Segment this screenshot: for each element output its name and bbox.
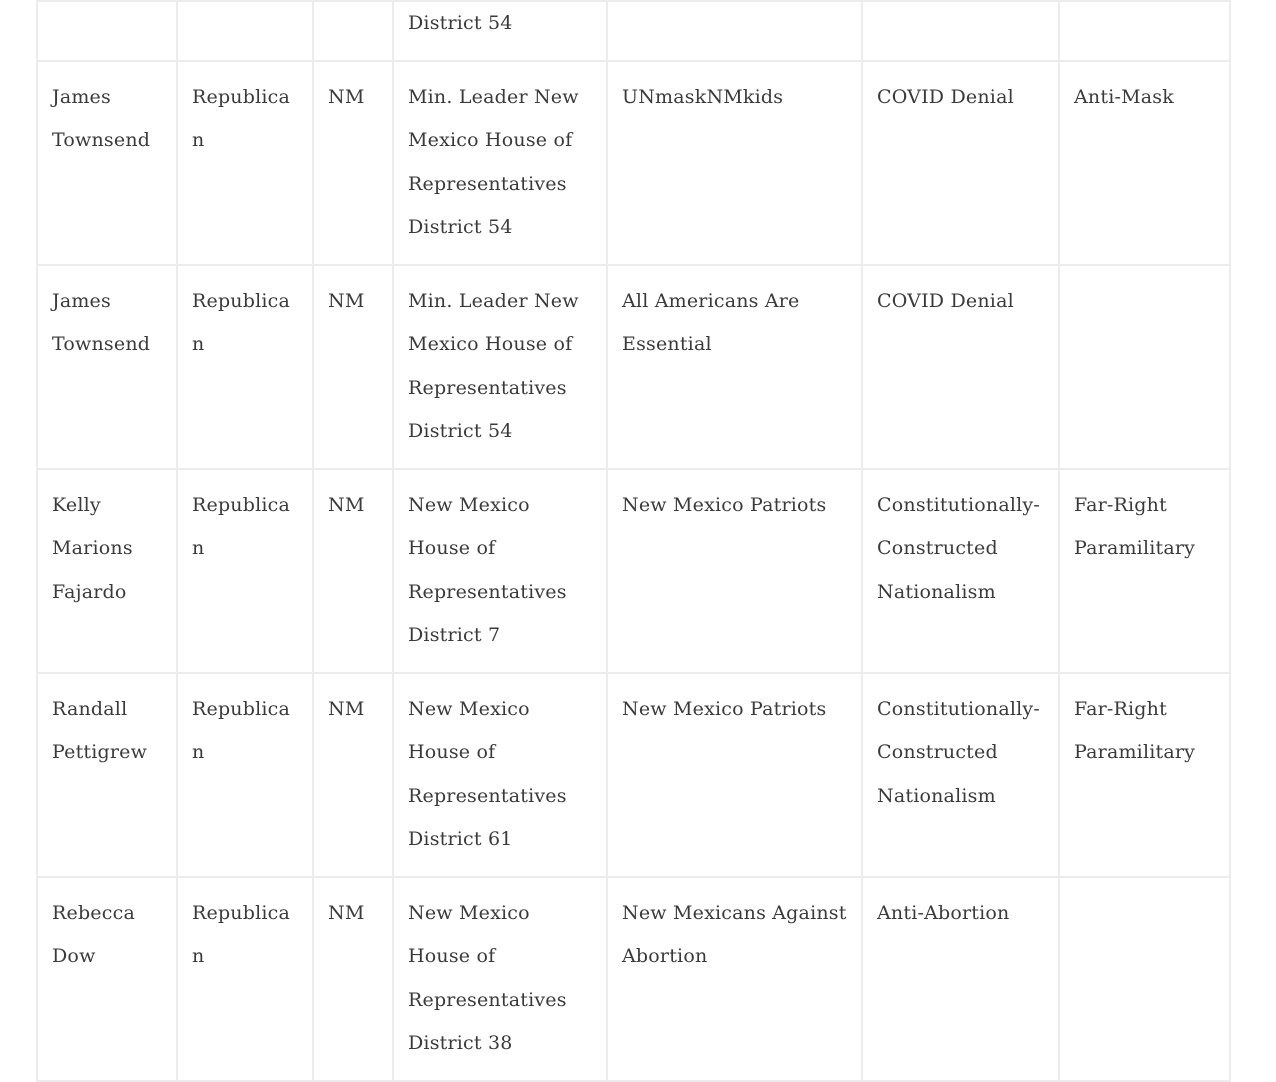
group-cell [607,1,862,61]
category-cell: Constitutionally-Constructed Nationalism [862,673,1059,877]
category-cell [862,1,1059,61]
state-cell [313,1,393,61]
state-cell: NM [313,265,393,469]
name-cell: James Townsend [37,61,177,265]
office-cell: Min. Leader New Mexico House of Representatives District 54 [393,61,607,265]
category-cell [1059,265,1230,469]
group-cell: New Mexico Patriots [607,469,862,673]
group-cell: UNmaskNMkids [607,61,862,265]
group-cell: All Americans Are Essential [607,265,862,469]
category-cell: Anti-Abortion [862,877,1059,1081]
name-cell: Rebecca Dow [37,877,177,1081]
category-cell: COVID Denial [862,265,1059,469]
table-row [37,61,1230,265]
office-cell: New Mexico House of Representatives District 38 [393,877,607,1081]
office-cell: New Mexico House of Representatives District 61 [393,673,607,877]
state-cell: NM [313,673,393,877]
table-row [37,673,1230,877]
party-cell: Republican [177,265,313,469]
category-cell: COVID Denial [862,61,1059,265]
table-container [36,0,1230,1054]
category-cell: Far-Right Paramilitary [1059,469,1230,673]
party-cell: Republican [177,61,313,265]
name-cell: Kelly Marions Fajardo [37,469,177,673]
state-cell: NM [313,469,393,673]
state-cell: NM [313,61,393,265]
party-cell: Republican [177,673,313,877]
category-cell: Anti-Mask [1059,61,1230,265]
category-cell [1059,1,1230,61]
category-cell: Far-Right Paramilitary [1059,673,1230,877]
party-cell: Republican [177,469,313,673]
table-row [37,469,1230,673]
name-cell: James Townsend [37,265,177,469]
state-cell: NM [313,877,393,1081]
category-cell [1059,877,1230,1081]
party-cell: Republican [177,877,313,1081]
table-row [37,877,1230,1081]
name-cell: Randall Pettigrew [37,673,177,877]
office-cell: New Mexico House of Representatives District 7 [393,469,607,673]
office-cell: Min. Leader New Mexico House of Representatives District 54 [393,265,607,469]
table-row [37,1,1230,61]
group-cell: New Mexicans Against Abortion [607,877,862,1081]
officials-table [36,0,1231,1082]
table-row [37,265,1230,469]
party-cell [177,1,313,61]
group-cell: New Mexico Patriots [607,673,862,877]
name-cell [37,1,177,61]
office-cell: District 54 [393,1,607,61]
category-cell: Constitutionally-Constructed Nationalism [862,469,1059,673]
